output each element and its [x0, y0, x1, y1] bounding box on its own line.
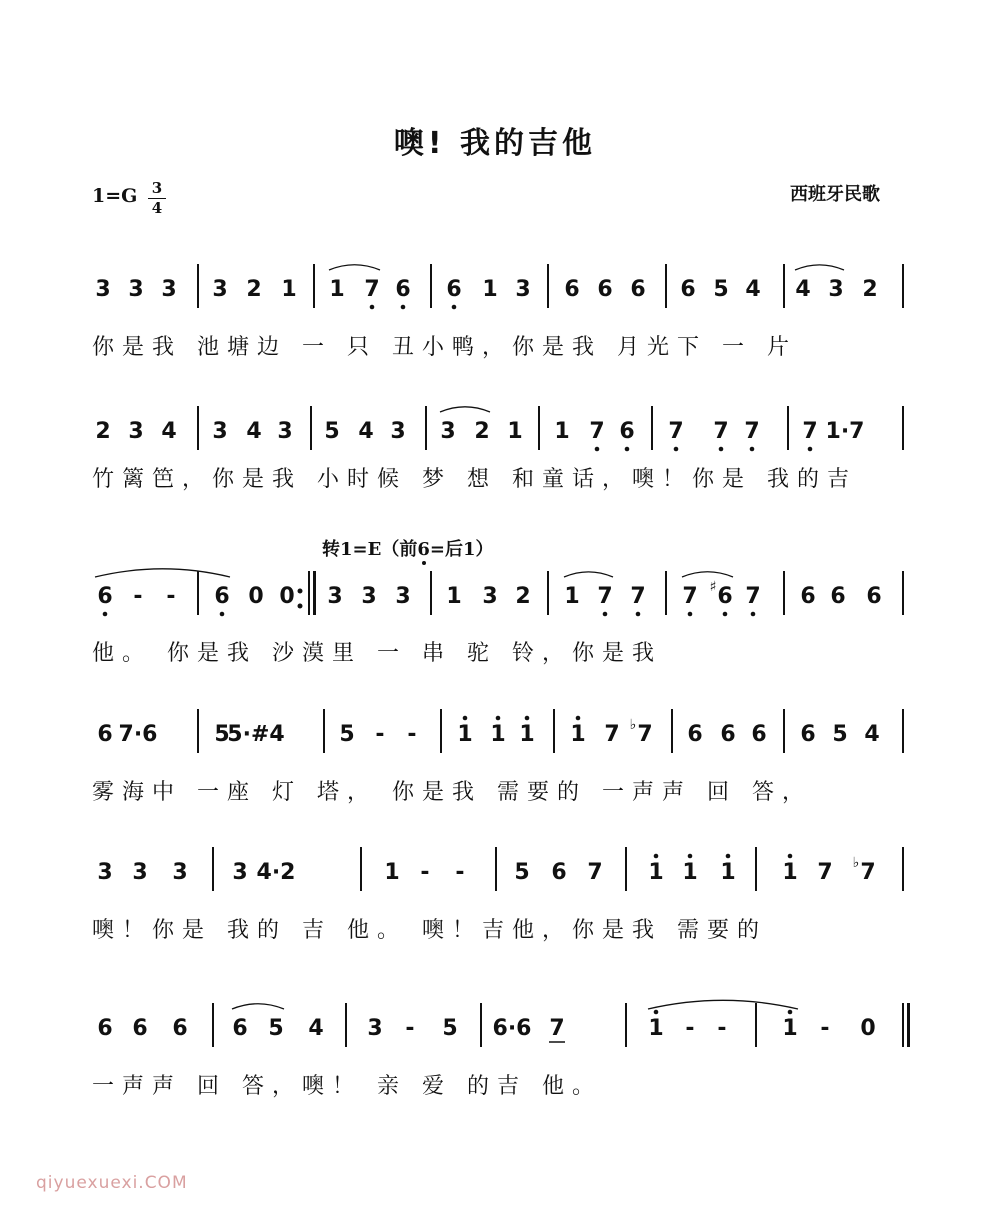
octave-dot — [603, 612, 608, 617]
note: - — [133, 584, 143, 609]
note: 2 — [246, 277, 262, 302]
note: 0 — [860, 1016, 876, 1041]
slur — [95, 569, 230, 577]
note: 6 — [214, 584, 230, 609]
note: 2 — [95, 419, 111, 444]
note: 3 — [482, 584, 498, 609]
note: - — [455, 860, 465, 885]
note: - — [405, 1016, 415, 1041]
note: - — [375, 722, 385, 747]
note: 1 — [720, 860, 736, 885]
octave-dot — [788, 854, 793, 859]
note: 3 — [172, 860, 188, 885]
note: 6·6 — [492, 1016, 532, 1041]
note: 3 — [128, 419, 144, 444]
slur — [440, 407, 490, 412]
note: 7 — [668, 419, 684, 444]
octave-dot — [750, 447, 755, 452]
octave-dot — [751, 612, 756, 617]
octave-dot — [654, 854, 659, 859]
note: 6 — [751, 722, 767, 747]
note: 3 — [390, 419, 406, 444]
octave-dot — [723, 612, 728, 617]
note: 1 — [648, 1016, 664, 1041]
note: 4 — [308, 1016, 324, 1041]
note: 7 — [802, 419, 818, 444]
note: 1 — [648, 860, 664, 885]
note: - — [717, 1016, 727, 1041]
octave-dot — [726, 854, 731, 859]
slur — [564, 572, 613, 577]
note: 1 — [782, 860, 798, 885]
note: 7 — [589, 419, 605, 444]
note: 7 — [713, 419, 729, 444]
note: 3 — [440, 419, 456, 444]
octave-dot — [370, 305, 375, 310]
octave-dot — [220, 612, 225, 617]
note: 0 — [248, 584, 264, 609]
note: 5 — [324, 419, 340, 444]
note: 7 — [745, 584, 761, 609]
repeat-dot — [298, 589, 303, 594]
note: 7 — [549, 1016, 565, 1041]
accidental: ♭ — [629, 717, 637, 733]
note: 6 — [720, 722, 736, 747]
octave-dot — [719, 447, 724, 452]
note: 3 — [95, 277, 111, 302]
slur — [795, 265, 844, 270]
note: 6 — [830, 584, 846, 609]
octave-dot — [625, 447, 630, 452]
note: 3 — [97, 860, 113, 885]
note: 3 — [277, 419, 293, 444]
note: 3 — [327, 584, 343, 609]
accidental: ♭ — [852, 855, 860, 871]
note: 4·2 — [256, 860, 296, 885]
note: 1 — [457, 722, 473, 747]
note: 7 — [817, 860, 833, 885]
octave-dot — [401, 305, 406, 310]
note: 3 — [132, 860, 148, 885]
lyrics-line: 他。 你是我 沙漠里 一 串 驼 铃，你是我 — [92, 641, 662, 666]
note: 6 — [232, 1016, 248, 1041]
note: 1 — [519, 722, 535, 747]
note: 5 — [268, 1016, 284, 1041]
note: 3 — [828, 277, 844, 302]
note: - — [820, 1016, 830, 1041]
note: 6 — [800, 584, 816, 609]
note: 3 — [161, 277, 177, 302]
note: 5 — [442, 1016, 458, 1041]
note: 7 — [682, 584, 698, 609]
slur — [329, 265, 380, 270]
note: 6 — [97, 1016, 113, 1041]
time-numerator: 3 — [151, 179, 163, 197]
note: 5 — [713, 277, 729, 302]
note: 3 — [212, 419, 228, 444]
note: 6 — [717, 584, 733, 609]
octave-dot — [463, 716, 468, 721]
octave-dot — [525, 716, 530, 721]
note: 5 — [514, 860, 530, 885]
note: 7 — [364, 277, 380, 302]
note: 1 — [682, 860, 698, 885]
octave-dot — [452, 305, 457, 310]
octave-dot — [808, 447, 813, 452]
lyrics-line: 竹篱笆，你是我 小时候 梦 想 和童话，噢！你是 我的吉 — [92, 467, 857, 492]
note: 1 — [564, 584, 580, 609]
note: 6 — [551, 860, 567, 885]
note: 4 — [358, 419, 374, 444]
note: - — [685, 1016, 695, 1041]
lyrics-line: 你是我 池塘边 一 只 丑小鸭，你是我 月光下 一 片 — [92, 335, 797, 360]
note: 4 — [795, 277, 811, 302]
note: 1 — [446, 584, 462, 609]
octave-dot — [103, 612, 108, 617]
key-signature: 1=G — [92, 185, 138, 207]
octave-dot — [595, 447, 600, 452]
note: 6 — [172, 1016, 188, 1041]
note: 1 — [507, 419, 523, 444]
note: 7 — [860, 860, 876, 885]
note: 5·#4 — [227, 722, 285, 747]
note: 3 — [232, 860, 248, 885]
note: 1 — [384, 860, 400, 885]
note: 1 — [490, 722, 506, 747]
lyrics-line: 雾海中 一座 灯 塔， 你是我 需要的 一声声 回 答， — [92, 780, 812, 805]
note: 4 — [864, 722, 880, 747]
note: 7 — [630, 584, 646, 609]
note: 7 — [744, 419, 760, 444]
note: 6 — [597, 277, 613, 302]
slur — [682, 572, 733, 577]
note: 3 — [395, 584, 411, 609]
note: 1 — [482, 277, 498, 302]
note: 6 — [446, 277, 462, 302]
note: 7 — [604, 722, 620, 747]
time-denominator: 4 — [151, 199, 163, 217]
note: 6 — [395, 277, 411, 302]
composer-credit: 西班牙民歌 — [790, 184, 880, 205]
note: 6 — [619, 419, 635, 444]
repeat-dot — [298, 604, 303, 609]
note: 6 — [687, 722, 703, 747]
note: 6 — [800, 722, 816, 747]
slur — [648, 1000, 798, 1009]
note: 7·6 — [118, 722, 158, 747]
lyrics-line: 一声声 回 答，噢！ 亲 爱 的吉 他。 — [92, 1074, 602, 1099]
note: 4 — [246, 419, 262, 444]
note: - — [407, 722, 417, 747]
note: 6 — [866, 584, 882, 609]
octave-dot — [788, 1010, 793, 1015]
note: 3 — [367, 1016, 383, 1041]
octave-dot — [688, 854, 693, 859]
slur — [232, 1004, 284, 1009]
note: 6 — [132, 1016, 148, 1041]
note: 2 — [515, 584, 531, 609]
note: 7 — [637, 722, 653, 747]
note: 5 — [339, 722, 355, 747]
song-title: 噢! 我的吉他 — [393, 126, 597, 161]
note: 7 — [587, 860, 603, 885]
octave-dot — [576, 716, 581, 721]
note: 6 — [97, 584, 113, 609]
note: 4 — [745, 277, 761, 302]
octave-dot — [674, 447, 679, 452]
note: - — [166, 584, 176, 609]
note: 0 — [279, 584, 295, 609]
note: 3 — [515, 277, 531, 302]
accidental: ♯ — [709, 579, 717, 595]
note: 2 — [474, 419, 490, 444]
note: 2 — [862, 277, 878, 302]
octave-dot — [496, 716, 501, 721]
octave-dot — [688, 612, 693, 617]
note: 3 — [212, 277, 228, 302]
note: 6 — [97, 722, 113, 747]
note: 1·7 — [825, 419, 865, 444]
note: 1 — [570, 722, 586, 747]
note: 6 — [564, 277, 580, 302]
note: 3 — [361, 584, 377, 609]
watermark: qiyuexuexi.COM — [36, 1173, 188, 1193]
octave-dot — [636, 612, 641, 617]
lyrics-line: 噢！你是 我的 吉 他。 噢！吉他，你是我 需要的 — [92, 918, 767, 943]
note: 5 — [832, 722, 848, 747]
note: 5 — [214, 722, 230, 747]
note: 1 — [782, 1016, 798, 1041]
note: 4 — [161, 419, 177, 444]
note: 6 — [630, 277, 646, 302]
note: 3 — [128, 277, 144, 302]
note: 6 — [680, 277, 696, 302]
note: - — [420, 860, 430, 885]
octave-dot — [654, 1010, 659, 1015]
note: 1 — [281, 277, 297, 302]
modulation-marking: 转1=E（前6=后1） — [322, 539, 494, 560]
note: 1 — [554, 419, 570, 444]
note: 7 — [597, 584, 613, 609]
note: 1 — [329, 277, 345, 302]
